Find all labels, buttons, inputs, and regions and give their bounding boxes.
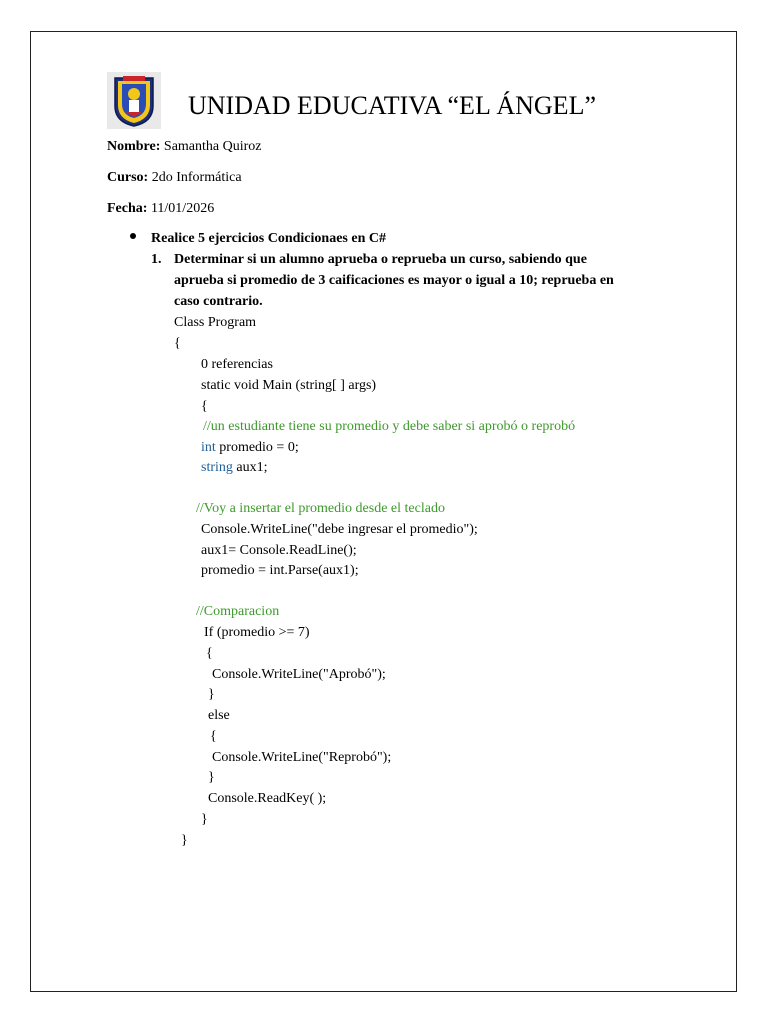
code-else-close: } (208, 770, 215, 785)
code-class-close: } (181, 833, 188, 848)
curso-value: 2do Informática (151, 170, 242, 185)
nombre-field (107, 138, 262, 156)
fecha-label: Fecha: (107, 201, 148, 216)
task-bullet: Realice 5 ejercicios Condicionaes en C# (151, 231, 386, 246)
code-string-line (201, 459, 268, 477)
code-if-open: { (206, 646, 213, 661)
item-line-3: caso contrario. (174, 294, 263, 309)
item-line-2: aprueba si promedio de 3 caificaciones es mayor o igual a 10; reprueba en (174, 273, 614, 288)
code-comment-2: //Voy a insertar el promedio desde el teclado (196, 501, 445, 516)
fecha-field (107, 200, 214, 218)
code-aprobo: Console.WriteLine("Aprobó"); (212, 667, 386, 682)
code-comment-3: //Comparacion (196, 604, 280, 619)
code-int-keyword: int (201, 440, 216, 455)
code-main-open: { (201, 399, 208, 414)
nombre-value: Samantha Quiroz (163, 139, 262, 154)
code-else: else (208, 708, 230, 723)
code-int-line (201, 439, 299, 457)
item-number: 1. (151, 252, 162, 267)
code-string-rest: aux1; (232, 460, 268, 475)
item-line-1: Determinar si un alumno aprueba o reprueba un curso, sabiendo que (174, 252, 587, 267)
bullet-icon (130, 233, 136, 239)
code-main-signature: static void Main (string[ ] args) (201, 378, 377, 393)
code-int-rest: promedio = 0; (215, 440, 299, 455)
code-string-keyword: string (201, 460, 233, 475)
code-main-close: } (201, 812, 208, 827)
fecha-value: 11/01/2026 (150, 201, 215, 216)
code-refs: 0 referencias (201, 357, 273, 372)
code-comment-1: //un estudiante tiene su promedio y debe saber si aprobó o reprobó (203, 419, 576, 434)
school-crest-icon (107, 72, 161, 129)
code-if-line: If (promedio >= 7) (204, 625, 310, 640)
code-readkey: Console.ReadKey( ); (208, 791, 327, 806)
nombre-label: Nombre: (107, 139, 161, 154)
code-if-close: } (208, 687, 215, 702)
code-writeline-1: Console.WriteLine("debe ingresar el promedio"); (201, 522, 478, 537)
curso-field (107, 169, 242, 187)
code-open-brace: { (174, 336, 181, 351)
code-class-line: Class Program (174, 315, 257, 330)
code-parse: promedio = int.Parse(aux1); (201, 563, 359, 578)
code-reprobo: Console.WriteLine("Reprobó"); (212, 750, 392, 765)
code-readline: aux1= Console.ReadLine(); (201, 543, 357, 558)
code-else-open: { (210, 729, 217, 744)
curso-label: Curso: (107, 170, 149, 185)
school-title: UNIDAD EDUCATIVA “EL ÁNGEL” (188, 91, 596, 120)
